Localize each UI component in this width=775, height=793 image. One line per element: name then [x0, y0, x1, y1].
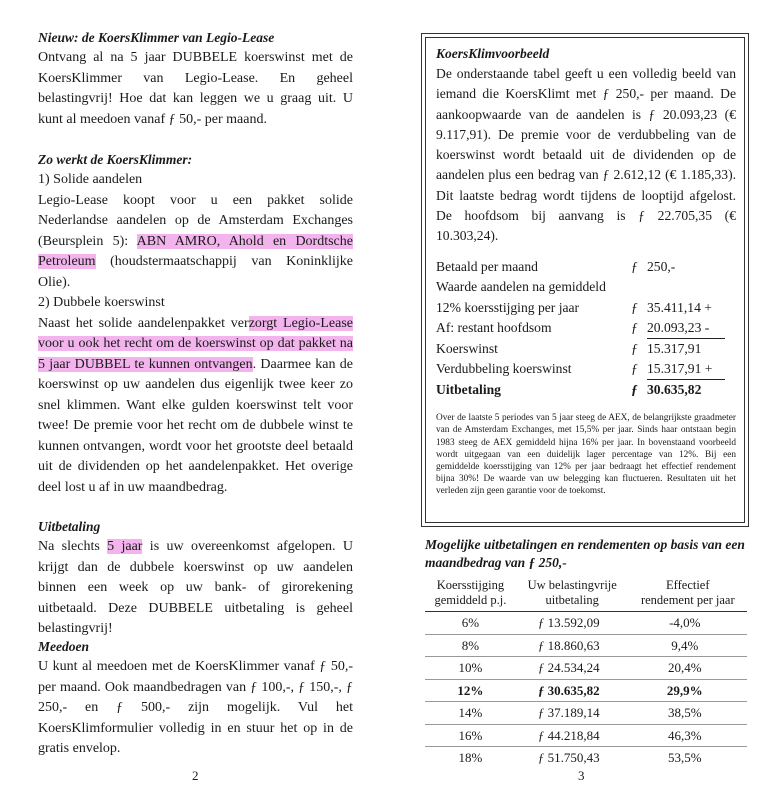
header-yield-l2: rendement per jaar — [640, 593, 735, 607]
works-paragraph-1 — [38, 191, 353, 294]
returns-header-row — [425, 578, 747, 612]
cell-rise: 14% — [458, 705, 483, 721]
example-box — [425, 37, 745, 523]
example-text: De onderstaande tabel geeft u een volledig beeld van iemand die KoersKlimt met ƒ 250,- per maand. De aankoopwaarde van de aandelen is ƒ 20.093,23 (€ 9.117,91). De premie voor de verdubbeling van de koerswinst wordt betaald uit de dividenden op de aandelen plus een bedrag van ƒ 2.612,12 (€ 1.185,33). Dit laatste bedrag wordt tijdens de looptijd afgelost. De hoofdsom bij aanvang is ƒ 22.705,35 (€ 10.303,24). — [436, 66, 736, 244]
intro-text: Ontvang al na 5 jaar DUBBELE koerswinst met de KoersKlimmer van Legio-Lease. En geheel belastingvrij! Hoe dat kan leggen we u graag uit. U kunt al meedoen vanaf ƒ 50,- per maand. — [38, 50, 353, 127]
cell-payout — [516, 612, 629, 635]
cell-currency: ƒ — [537, 727, 545, 743]
cell-currency: ƒ — [537, 615, 545, 631]
calc-row — [436, 298, 736, 319]
calc-currency: ƒ — [631, 299, 638, 315]
cell-rise: 8% — [461, 637, 480, 653]
p1-text-a: Legio-Lease koopt voor u een pakket solide Nederlandse aandelen op de Amsterdam Exchanges (Beursplein 5): — [38, 192, 353, 249]
calc-currency: ƒ — [631, 340, 638, 356]
calculation-table — [436, 257, 736, 401]
returns-row — [425, 747, 747, 769]
cell-rise: 6% — [461, 615, 480, 631]
calc-label: Verdubbeling koerswinst — [436, 361, 572, 377]
join-section — [38, 637, 353, 760]
header-payout-l1: Uw belastingvrije — [527, 578, 617, 592]
calc-label: 12% koersstijging per jaar — [436, 299, 580, 315]
header-payout — [516, 578, 629, 612]
cell-yield: 46,3% — [667, 727, 702, 743]
p2-text-b: . Daarmee kan de koerswinst op uw aandelen dus eigenlijk twee keer zo snel klimmen. Want elke gulden koerswinst telt voor twee! De premie voor het recht om de dubbele winst te kunnen ontvangen, wordt voor het grootste deel betaald uit de dividenden op het aandelenpakket. Het overige deel lost u af in uw maandbedrag. — [38, 356, 353, 495]
cell-yield: 38,5% — [667, 705, 702, 721]
join-text: U kunt al meedoen met de KoersKlimmer vanaf ƒ 50,- per maand. Ook maandbedragen van ƒ 100,-, ƒ 150,-, ƒ 250,- en ƒ 500,- zijn mogelijk. Vul het KoersKlimformulier volledig in en stuur het op in de gratis envelop. — [38, 659, 353, 756]
calc-amount — [647, 277, 725, 298]
calc-label: Betaald per maand — [436, 258, 538, 274]
page-number-left: 2 — [192, 768, 199, 783]
calc-label: Koerswinst — [436, 340, 498, 356]
returns-row — [425, 679, 747, 702]
returns-table-title: Mogelijke uitbetalingen en rendementen op basis van een maandbedrag van ƒ 250,- — [425, 537, 745, 570]
calc-amount: 15.317,91 + — [647, 359, 725, 380]
returns-row — [425, 657, 747, 680]
intro-section — [38, 28, 353, 130]
page-number-right: 3 — [578, 768, 585, 783]
cell-payout-amount: 13.592,09 — [547, 615, 600, 631]
returns-row — [425, 702, 747, 725]
cell-payout — [516, 679, 629, 702]
works-sub2: 2) Dubbele koerswinst — [38, 295, 165, 310]
cell-payout-amount: 18.860,63 — [547, 637, 600, 653]
cell-payout — [516, 702, 629, 725]
calc-currency: ƒ — [631, 320, 638, 336]
calc-currency: ƒ — [631, 258, 638, 274]
header-yield — [629, 578, 747, 612]
cell-payout — [516, 634, 629, 657]
p1-highlight: ABN AMRO, Ahold en Dordtsche Petroleum — [38, 233, 353, 269]
header-rise-l2: gemiddeld p.j. — [434, 593, 507, 607]
header-rise — [425, 578, 516, 612]
p1-text-b: (houdstermaatschappij van Koninklijke Olie). — [38, 254, 353, 290]
cell-currency: ƒ — [537, 637, 545, 653]
example-title: KoersKlimvoorbeeld — [436, 46, 550, 61]
returns-table — [425, 578, 747, 769]
returns-row — [425, 612, 747, 635]
header-yield-l1: Effectief — [666, 578, 710, 592]
calc-amount: 20.093,23 - — [647, 318, 725, 339]
cell-rise: 16% — [458, 727, 483, 743]
cell-yield: 9,4% — [671, 637, 699, 653]
calc-currency: ƒ — [631, 361, 638, 377]
cell-yield: 53,5% — [667, 750, 702, 766]
cell-payout — [516, 724, 629, 747]
cell-rise: 10% — [458, 660, 483, 676]
payout-text-b: is uw overeenkomst afgelopen. U krijgt dan de dubbele koerswinst op uw aandelen binnen een week op uw bank- of girorekening uitbetaald. Deze DUBBELE uitbetaling is geheel belastingvrij! — [38, 539, 353, 636]
payout-highlight: 5 jaar — [107, 539, 143, 554]
calc-amount: 30.635,82 — [647, 381, 702, 397]
calc-row — [436, 277, 736, 298]
header-rise-l1: Koersstijging — [436, 578, 505, 592]
cell-yield: -4,0% — [669, 615, 701, 631]
cell-yield: 20,4% — [667, 660, 702, 676]
payout-text — [38, 537, 353, 640]
double-section — [38, 293, 353, 498]
cell-currency: ƒ — [537, 682, 545, 698]
cell-currency: ƒ — [537, 660, 545, 676]
calc-row — [436, 359, 736, 380]
works-section — [38, 150, 353, 293]
calc-label: Af: restant hoofdsom — [436, 320, 552, 336]
payout-text-a: Na slechts — [38, 539, 108, 554]
join-title: Meedoen — [38, 639, 89, 654]
calc-label: Waarde aandelen na gemiddeld — [436, 279, 606, 295]
calc-row — [436, 318, 736, 339]
cell-currency: ƒ — [537, 750, 545, 766]
payout-title: Uitbetaling — [38, 519, 101, 534]
cell-payout-amount: 24.534,24 — [547, 660, 600, 676]
cell-payout-amount: 51.750,43 — [547, 750, 600, 766]
p2-highlight: zorgt Legio-Lease voor u ook het recht om de koerswinst op dat pakket na 5 jaar DUBBEL te kunnen ontvangen — [38, 315, 353, 372]
cell-currency: ƒ — [537, 705, 545, 721]
cell-payout-amount: 37.189,14 — [547, 705, 600, 721]
returns-row — [425, 634, 747, 657]
returns-row — [425, 724, 747, 747]
example-footnote: Over de laatste 5 periodes van 5 jaar steeg de AEX, de belangrijkste graadmeter van de Amsterdam Exchanges, met 15,5% per jaar. Sinds haar ontstaan begin 1983 steeg de AEX gemiddeld hijna 16% per jaar. In bovenstaand voorbeeld wordt uitgegaan van een duidelijk lager percentage van 12%. Bij een gemiddelde koersstijging van 12% per jaar bedraagt het effectief rendement bijna 30%! De waarde van uw belegging kan fluctueren. Resultaten uit het verleden zijn geen garantie voor de toekomst. — [436, 413, 736, 497]
returns-table-body — [425, 612, 747, 769]
header-payout-l2: uitbetaling — [545, 593, 599, 607]
cell-rise: 12% — [457, 682, 484, 698]
cell-payout-amount: 30.635,82 — [547, 682, 600, 698]
intro-title: Nieuw: de KoersKlimmer van Legio-Lease — [38, 30, 275, 45]
calc-amount: 250,- — [647, 258, 676, 274]
works-title: Zo werkt de KoersKlimmer: — [38, 152, 193, 167]
works-sub1: 1) Solide aandelen — [38, 172, 143, 187]
cell-yield: 29,9% — [666, 682, 703, 698]
cell-payout-amount: 44.218,84 — [547, 727, 600, 743]
payout-section — [38, 517, 353, 640]
calc-amount: 35.411,14 + — [647, 299, 712, 315]
calc-currency — [631, 277, 647, 298]
cell-payout — [516, 747, 629, 769]
calc-row — [436, 380, 736, 401]
cell-payout — [516, 657, 629, 680]
calc-row — [436, 257, 736, 278]
cell-rise: 18% — [458, 750, 483, 766]
calc-row — [436, 339, 736, 360]
works-paragraph-2 — [38, 314, 353, 499]
calc-currency: ƒ — [631, 381, 638, 397]
p2-text-a: Naast het solide aandelenpakket ver — [38, 315, 249, 331]
calc-amount: 15.317,91 — [647, 340, 702, 356]
calc-label: Uitbetaling — [436, 381, 501, 397]
